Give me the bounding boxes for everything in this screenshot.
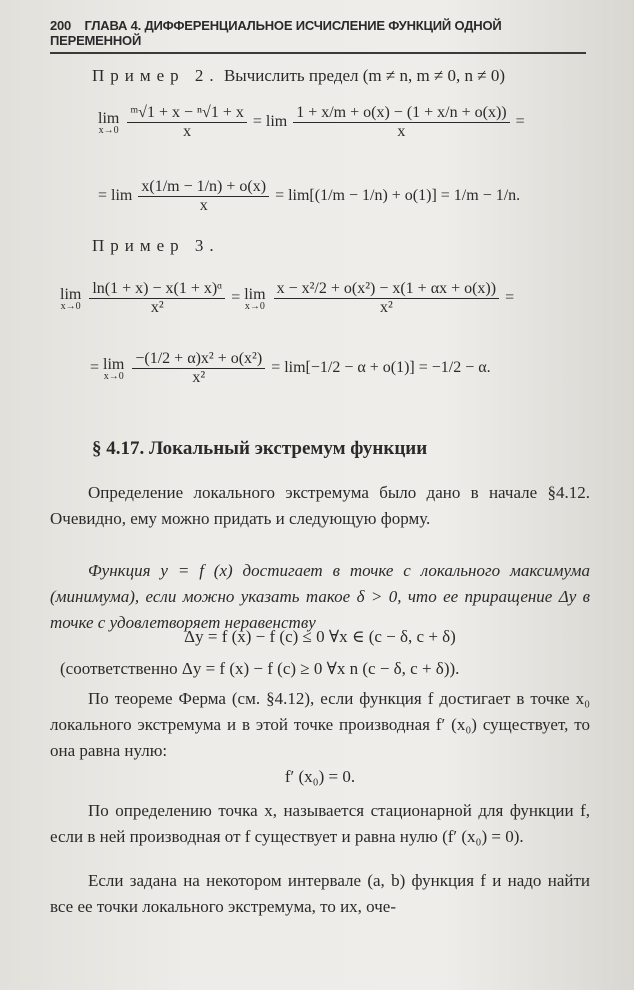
formula-increment-min: (соответственно Δy = f (x) − f (c) ≥ 0 ∀x n (c − δ, c + δ)). [60, 659, 460, 678]
section-title: § 4.17. Локальный экстремум функции [92, 438, 428, 459]
example-2-formula-line-2: = lim $\frac{x(1/m - 1/n) + o(x)}{x}$ = lim[(1/m − 1/n) + o(1)] = 1/m − 1/n. [98, 178, 521, 214]
paragraph-stationary: По определению точка x, называется стационарной для функции f, если в ней производная от f существует и равна нулю (f′ (x₀) = 0). [50, 801, 590, 846]
fraction: $\frac{1 + x/m + o(x) - (1 + x/n + o(x))}{x}$ [293, 104, 509, 141]
fraction: $\frac{\text{ᵐ√1 + x − ⁿ√1 + x}}{x}$ [127, 104, 247, 141]
formula-increment-max: Δy = f (x) − f (c) ≤ 0 ∀x ∈ (c − δ, c + δ) [184, 627, 456, 646]
example-2-text: Вычислить предел (m ≠ n, m ≠ 0, n ≠ 0) [223, 66, 506, 85]
limit-operator: lim x→0 [98, 109, 120, 136]
fraction: $\frac{\text{−(1/2 + α)x² + o(x²)}}{\text{x²}}$ [132, 350, 265, 387]
example-2-label: Пример 2. [92, 66, 220, 85]
paragraph-interval: Если задана на некотором интервале (a, b) функция f и надо найти все ее точки локального экстремума, то их, оче- [50, 871, 590, 916]
fraction: $\frac{x(1/m - 1/n) + o(x)}{x}$ [138, 178, 269, 215]
equals-limit: = lim [252, 113, 288, 131]
example-3-heading [92, 236, 220, 256]
limit-operator: lim x→0 [60, 285, 82, 312]
equals-sign: = [515, 113, 525, 131]
example-2-formula-line-1 [98, 104, 525, 141]
fraction: $\frac{\text{x − x²/2 + o(x²) − x(1 + αx + o(x))}}{\text{x²}}$ [274, 280, 500, 317]
example-2-heading [92, 66, 505, 86]
fraction: $\frac{\text{ln(1 + x) − x(1 + x)ᵅ}}{\text{x²}}$ [89, 280, 225, 317]
example-3-label: Пример 3. [92, 236, 220, 255]
limit-operator: lim x→0 [244, 285, 266, 312]
paragraph-fermat: По теореме Ферма (см. §4.12), если функция f достигает в точке x₀ локального экстремума и в этой точке производная f′ (x₀) существует, то она равна нулю: [50, 689, 590, 760]
running-header [50, 18, 586, 54]
paragraph-definition: Определение локального экстремума было дано в начале §4.12. Очевидно, ему можно придать и следующую форму. [50, 483, 590, 528]
example-3-formula-line-1: lim x→0 $\frac{\text{ln(1 + x) − x(1 + x)ᵅ}}{\text{x²}}$ = lim x→0 $\frac{\text{x − x²/2 + o(x²) − x(1 + αx + o(x))}}{\text{x²}}$ = [60, 280, 515, 316]
paragraph-function-extremum: Функция y = f (x) достигает в точке c локального максимума (минимума), если можно указать такое δ > 0, что ее приращение Δy в точке c удовлетворяет неравенству [50, 561, 590, 632]
page-number: 200 [50, 18, 72, 33]
example-3-formula-line-2: = lim x→0 $\frac{\text{−(1/2 + α)x² + o(x²)}}{\text{x²}}$ = lim[−1/2 − α + o(1)] = −1/2 − α. [90, 350, 491, 386]
formula-derivative-zero: f′ (x₀) = 0. [284, 767, 356, 786]
chapter-title: ГЛАВА 4. ДИФФЕРЕНЦИАЛЬНОЕ ИСЧИСЛЕНИЕ ФУНКЦИЙ ОДНОЙ ПЕРЕМЕННОЙ [50, 18, 502, 48]
limit-operator: lim x→0 [103, 355, 125, 382]
